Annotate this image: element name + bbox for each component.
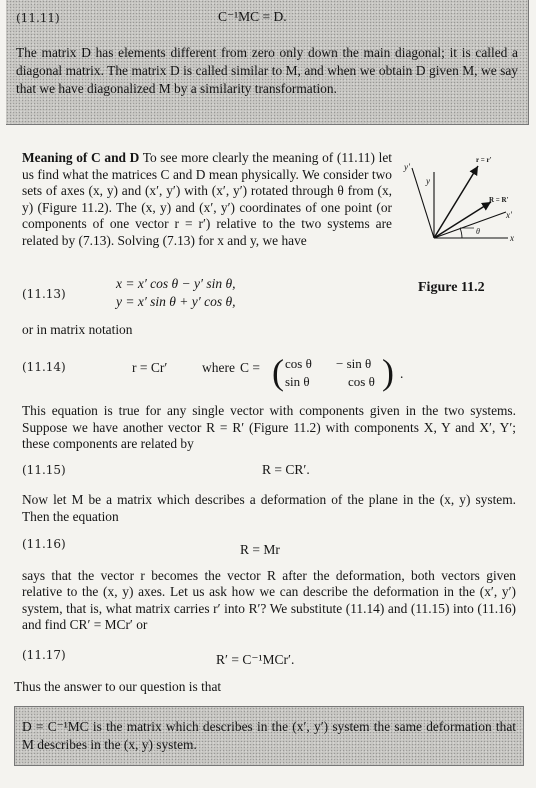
equation-11-14-period: . <box>400 366 404 381</box>
rotation-matrix: ( cos θ − sin θ sin θ cos θ ) <box>272 352 394 392</box>
y-prime-axis <box>412 168 434 238</box>
equation-number-11-13: (11.13) <box>22 287 66 301</box>
matrix-cell-12: − sin θ <box>336 356 372 371</box>
diagonal-matrix-definition: The matrix D has elements different from zero only down the main diagonal; it is called a diagonal matrix. The matrix D is called similar to M, and when we obtain D given M, we say that we have diagonalized M by a similarity transformation. <box>16 45 518 96</box>
figure-11-2-diagram <box>398 150 530 260</box>
section-body: To see more clearly the meaning of (11.11) let us find what the matrices C and D mean physically. We consider two sets of axes (x, y) and (x′, y′) with (x′, y′) rotated through θ from (x, y) (Figure 11.2). The (x, y) and (x′, y′) coordinates of one point (or components of one vector r = r′) relative to the two systems are related by (7.13). Solving (7.13) for x and y, we have <box>22 150 392 248</box>
matrix-cell-11: cos θ <box>285 356 312 371</box>
label-x: x <box>510 233 514 243</box>
vector-r <box>434 166 478 238</box>
equation-11-13-line-2: y = x′ sin θ + y′ cos θ, <box>116 294 236 309</box>
equation-11-14-left: r = Cr′ <box>132 360 168 375</box>
equation-number-11-16: (11.16) <box>22 537 66 551</box>
label-R-eq-R-prime: R = R′ <box>489 196 509 204</box>
equation-11-14-c-eq: C = <box>240 360 260 375</box>
section-heading: Meaning of C and D <box>22 150 140 165</box>
equation-11-14-where: where <box>202 360 235 375</box>
matrix-notation-text: or in matrix notation <box>22 322 133 337</box>
label-y-prime: y′ <box>404 162 410 172</box>
equation-11-11: C⁻¹MC = D. <box>218 9 287 24</box>
equation-number-11-11: (11.11) <box>16 11 60 25</box>
label-theta: θ <box>476 227 480 236</box>
figure-caption: Figure 11.2 <box>418 280 485 295</box>
matrix-cell-21: sin θ <box>285 374 310 389</box>
equation-11-16: R = Mr <box>240 542 280 557</box>
paragraph-after-11-17: Thus the answer to our question is that <box>14 679 222 694</box>
matrix-cell-22: cos θ <box>348 374 375 389</box>
paragraph-after-11-15: Now let M be a matrix which describes a deformation of the plane in the (x, y) system. Then the equation <box>22 492 516 524</box>
equation-number-11-14: (11.14) <box>22 360 66 374</box>
label-x-prime: x′ <box>506 210 512 220</box>
equation-number-11-17: (11.17) <box>22 648 66 662</box>
paragraph-after-11-14: This equation is true for any single vector with components given in the two systems. Suppose we have another vector R = R′ (Figure 11.2) with components X, Y and X′, Y′; these components are related by <box>22 403 516 452</box>
label-y: y <box>426 176 430 186</box>
similarity-conclusion: D = C⁻¹MC is the matrix which describes in the (x′, y′) system the same deformation that M describes in the (x, y) system. <box>22 719 516 752</box>
equation-number-11-15: (11.15) <box>22 463 66 477</box>
paragraph-after-11-16: says that the vector r becomes the vector R after the deformation, both vectors given relative to the (x, y) axes. Let us ask how we can describe the deformation in the (x′, y′) system, that is, what matrix carries r′ into R′? We substitute (11.14) and (11.15) into (11.16) and find CR′ = MCr′ or <box>22 568 516 632</box>
section-meaning-of-c-and-d <box>22 150 392 250</box>
equation-11-13-line-1: x = x′ cos θ − y′ sin θ, <box>116 276 236 291</box>
equation-11-17: R′ = C⁻¹MCr′. <box>216 652 295 667</box>
theta-arc <box>460 228 462 238</box>
equation-11-15: R = CR′. <box>262 462 310 477</box>
label-r-eq-r-prime: r = r′ <box>476 156 492 164</box>
